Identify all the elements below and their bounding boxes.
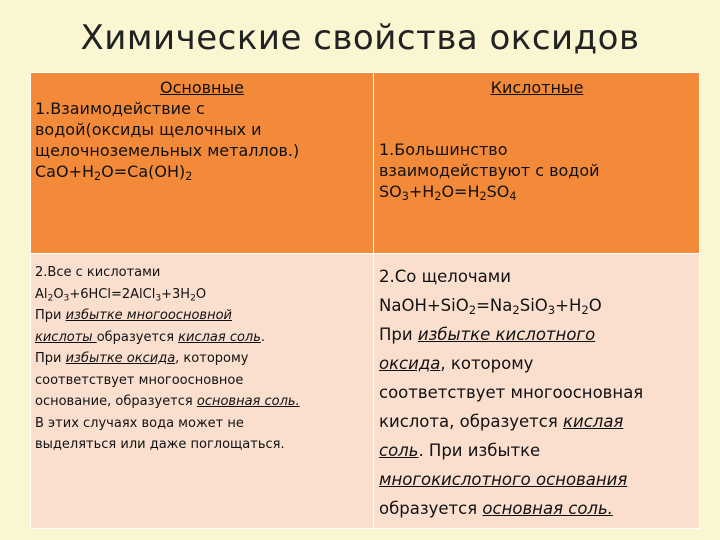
acidic-alkalis-line-5: соответствует многоосновная	[379, 383, 644, 402]
oxides-properties-table	[30, 72, 700, 529]
basic-oxides-acids-cell	[31, 254, 373, 528]
row-divider	[31, 253, 699, 254]
basic-acids-line-6: соответствует многоосновное	[35, 372, 244, 388]
acidic-column-header: Кислотные	[490, 78, 584, 97]
acidic-alkalis-line-9: образуется основная соль.	[379, 499, 613, 518]
basic-acids-line-3: При избытке многоосновной	[35, 308, 232, 323]
acidic-alkalis-line-4: оксида, которому	[379, 354, 534, 373]
acidic-water-line-1: 1.Большинство	[379, 140, 508, 159]
basic-column-header: Основные	[159, 78, 244, 97]
basic-acids-line-9: выделяться или даже поглощаться.	[35, 437, 285, 452]
basic-water-line-3: щелочноземельных металлов.)	[35, 141, 300, 160]
acidic-water-equation: $SO_3+H_2O=H_2SO_4$	[379, 182, 517, 203]
basic-acids-line-1: 2.Все с кислотами	[35, 265, 161, 280]
acidic-alkalis-line-3: При избытке кислотного	[379, 325, 596, 344]
basic-acids-equation: $Al_2O_3+6HCl=2AlCl_3+3H_2O$	[35, 286, 207, 303]
acidic-oxides-alkalis-cell	[374, 254, 699, 528]
acidic-oxides-water-cell	[374, 73, 699, 253]
acidic-alkalis-equation: $NaOH+SiO_2=Na_2SiO_3+H_2O$	[379, 296, 602, 317]
basic-water-line-1: 1.Взаимодействие с	[35, 99, 205, 118]
basic-acids-line-7: основание, образуется основная соль.	[35, 394, 300, 409]
basic-water-equation: $CaO+H_2O=Ca(OH)_2$	[35, 162, 193, 183]
basic-acids-line-5: При избытке оксида, которому	[35, 351, 249, 366]
basic-acids-line-8: В этих случаях вода может не	[35, 415, 244, 431]
basic-oxides-water-cell	[31, 73, 373, 253]
basic-acids-line-4: кислоты образуется кислая соль.	[35, 329, 266, 345]
basic-water-line-2: водой(оксиды щелочных и	[35, 120, 262, 139]
acidic-alkalis-line-6: кислота, образуется кислая	[379, 412, 624, 431]
column-divider	[373, 73, 374, 528]
acidic-alkalis-line-1: 2.Со щелочами	[379, 267, 511, 286]
acidic-water-line-2: взаимодействуют с водой	[379, 161, 600, 180]
slide-title: Химические свойства оксидов	[80, 18, 640, 58]
acidic-alkalis-line-8: многокислотного основания	[379, 470, 628, 489]
acidic-alkalis-line-7: соль. При избытке	[379, 441, 541, 460]
